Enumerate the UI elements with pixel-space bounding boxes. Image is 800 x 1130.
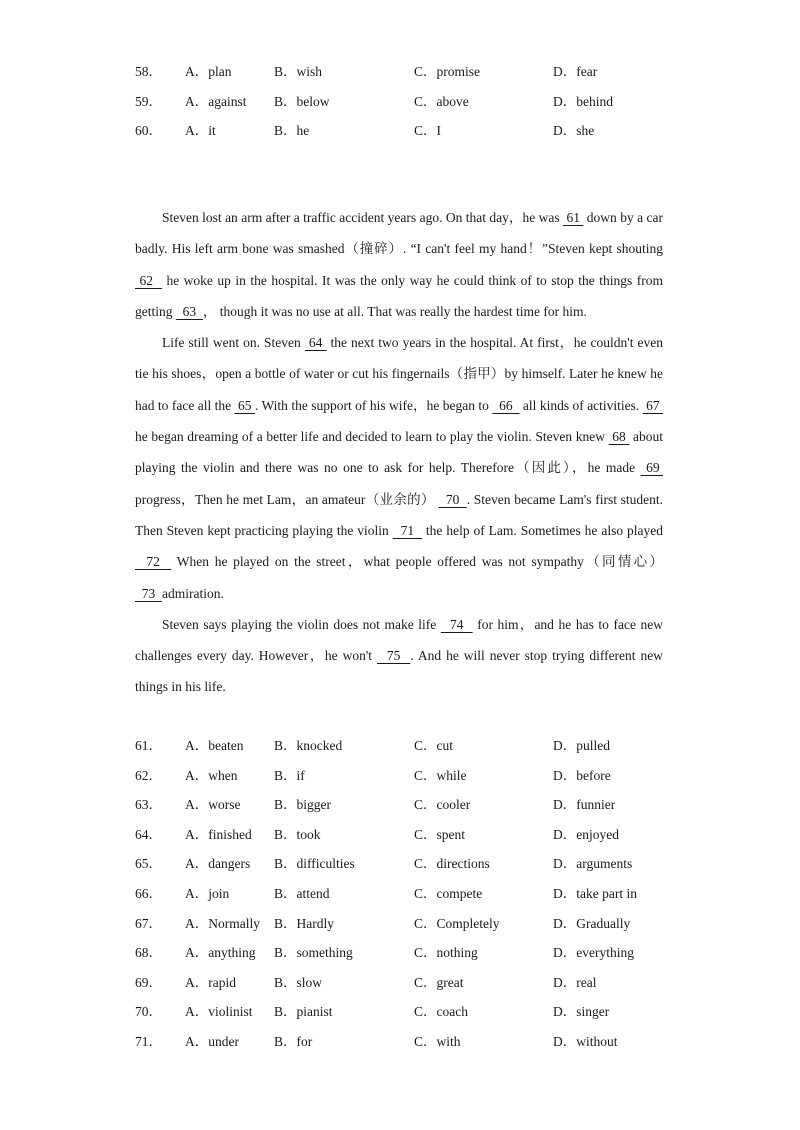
- question-row-59: [135, 87, 695, 117]
- question-number: 67．: [135, 915, 162, 931]
- passage-text: When he played on the street，what people offered was not sympathy（同情心）: [171, 554, 664, 570]
- option-c[interactable]: C．great: [414, 974, 464, 990]
- option-c[interactable]: C．nothing: [414, 945, 478, 961]
- question-row-66: [135, 879, 695, 909]
- option-b[interactable]: B．Hardly: [274, 915, 334, 931]
- passage-text: he began dreaming of a better life and decided to learn to play the violin. Steven knew: [135, 429, 609, 445]
- option-b[interactable]: B．he: [274, 123, 310, 139]
- passage-text: about playing the violin and there was no one to ask for help. Therefore（因此），he made: [135, 429, 664, 476]
- option-b[interactable]: B．difficulties: [274, 856, 355, 872]
- option-c[interactable]: C．above: [414, 93, 469, 109]
- option-a[interactable]: A．anything: [185, 945, 256, 961]
- option-d[interactable]: D．singer: [553, 1004, 610, 1020]
- question-row-71: [135, 1027, 695, 1057]
- question-number: 68．: [135, 945, 162, 961]
- option-a[interactable]: A．rapid: [185, 974, 236, 990]
- option-d[interactable]: D．she: [553, 123, 595, 139]
- option-a[interactable]: A．plan: [185, 64, 232, 79]
- blank-63: 63: [175, 303, 203, 319]
- option-b[interactable]: B．something: [274, 945, 353, 961]
- option-c[interactable]: C．spent: [414, 826, 466, 842]
- option-a[interactable]: A．finished: [185, 826, 252, 842]
- passage-text: . And he will never stop trying different new things in his life.: [135, 648, 663, 695]
- question-list-top: [135, 57, 695, 146]
- passage-text: all kinds of activities.: [519, 397, 643, 413]
- blank-75: 75: [377, 648, 411, 664]
- option-c[interactable]: C．compete: [414, 885, 483, 901]
- blank-61: 61: [563, 210, 584, 225]
- option-a[interactable]: A．under: [185, 1033, 239, 1049]
- question-row-60: [135, 116, 695, 146]
- option-a[interactable]: A．beaten: [185, 738, 244, 753]
- question-number: 64．: [135, 826, 162, 842]
- paragraph-2: [135, 327, 663, 609]
- option-b[interactable]: B．attend: [274, 885, 330, 901]
- option-d[interactable]: D．behind: [553, 93, 613, 109]
- question-row-67: [135, 909, 695, 939]
- passage-text: ， though it was no use at all. That was really the hardest time for him.: [202, 303, 587, 319]
- question-number: 61．: [135, 738, 162, 753]
- option-c[interactable]: C．cooler: [414, 797, 471, 813]
- option-a[interactable]: A．worse: [185, 797, 241, 813]
- passage-text: the next two years in the hospital. At first，he couldn't even tie his shoes，open a bottle of water or cut his fingernails（指甲）by himself. Later he knew he had to face all the: [135, 335, 663, 413]
- passage-text: the help of Lam. Sometimes he also played: [421, 522, 664, 538]
- passage-text: down by a car badly. His left arm bone was smashed（撞碎）. “I can't feel my hand！”Steven kept shouting: [135, 210, 663, 257]
- passage-text: Steven lost an arm after a traffic accident years ago. On that day，he was: [162, 210, 564, 225]
- option-d[interactable]: D．pulled: [553, 738, 610, 753]
- option-b[interactable]: B．bigger: [274, 797, 331, 813]
- question-number: 66．: [135, 885, 162, 901]
- option-a[interactable]: A．dangers: [185, 856, 251, 872]
- option-b[interactable]: B．for: [274, 1033, 313, 1049]
- option-d[interactable]: D．real: [553, 974, 597, 990]
- passage-text: . Steven became Lam's first student. Then Steven kept practicing playing the violin: [135, 491, 664, 538]
- question-row-69: [135, 968, 695, 998]
- option-d[interactable]: D．everything: [553, 945, 634, 961]
- option-d[interactable]: D．enjoyed: [553, 826, 619, 842]
- option-c[interactable]: C．directions: [414, 856, 490, 872]
- question-number: 62．: [135, 767, 162, 783]
- question-number: 69．: [135, 974, 162, 990]
- blank-69: 69: [640, 460, 664, 476]
- paragraph-3: [135, 609, 663, 703]
- option-d[interactable]: D．fear: [553, 64, 598, 79]
- blank-71: 71: [392, 522, 422, 538]
- option-b[interactable]: B．pianist: [274, 1004, 333, 1020]
- option-d[interactable]: D．arguments: [553, 856, 633, 872]
- option-b[interactable]: B．slow: [274, 974, 323, 990]
- blank-68: 68: [608, 429, 630, 445]
- passage-text: progress，Then he met Lam，an amateur（业余的）: [135, 491, 439, 507]
- option-b[interactable]: B．below: [274, 93, 330, 109]
- question-number: 65．: [135, 856, 162, 872]
- option-b[interactable]: B．wish: [274, 64, 323, 79]
- option-c[interactable]: C．cut: [414, 738, 453, 753]
- blank-64: 64: [304, 335, 327, 351]
- option-a[interactable]: A．violinist: [185, 1004, 253, 1020]
- passage-text: for him，and he has to face new challenges every day. However，he won't: [135, 616, 664, 664]
- blank-72: 72: [135, 554, 172, 570]
- passage-text: Steven says playing the violin does not make life: [162, 616, 441, 632]
- option-c[interactable]: C．Completely: [414, 915, 500, 931]
- option-c[interactable]: C．while: [414, 767, 467, 783]
- passage-text: . With the support of his wife，he began to: [254, 397, 493, 413]
- reading-passage: [135, 202, 663, 703]
- option-b[interactable]: B．knocked: [274, 738, 343, 753]
- blank-70: 70: [438, 491, 467, 507]
- option-c[interactable]: C．coach: [414, 1004, 468, 1020]
- blank-67: 67: [642, 397, 664, 413]
- question-row-65: [135, 849, 695, 879]
- blank-66: 66: [492, 397, 520, 413]
- option-c[interactable]: C．promise: [414, 64, 480, 79]
- question-row-62: [135, 761, 695, 791]
- option-a[interactable]: A．it: [185, 123, 216, 139]
- passage-text: he woke up in the hospital. It was the only way he could think of to stop the things from getting: [135, 272, 663, 319]
- question-number: 58．: [135, 64, 162, 79]
- blank-62: 62: [135, 272, 162, 288]
- question-row-58: [135, 57, 695, 87]
- blank-74: 74: [440, 616, 473, 632]
- option-a[interactable]: A．Normally: [185, 915, 260, 931]
- question-row-61: [135, 731, 695, 761]
- question-number: 71．: [135, 1033, 162, 1049]
- option-a[interactable]: A．against: [185, 93, 247, 109]
- option-a[interactable]: A．join: [185, 885, 230, 901]
- blank-65: 65: [234, 397, 255, 413]
- paragraph-1: [135, 202, 663, 327]
- question-row-64: [135, 820, 695, 850]
- passage-text: admiration.: [162, 585, 224, 601]
- question-row-68: [135, 938, 695, 968]
- passage-text: Life still went on. Steven: [162, 335, 305, 351]
- option-d[interactable]: D．without: [553, 1033, 618, 1049]
- option-d[interactable]: D．before: [553, 767, 611, 783]
- question-number: 60．: [135, 123, 162, 139]
- question-number: 63．: [135, 797, 162, 813]
- option-d[interactable]: D．Gradually: [553, 915, 631, 931]
- question-row-70: [135, 997, 695, 1027]
- option-b[interactable]: B．if: [274, 767, 305, 783]
- question-row-63: [135, 790, 695, 820]
- option-c[interactable]: C．I: [414, 123, 441, 139]
- option-b[interactable]: B．took: [274, 826, 321, 842]
- option-c[interactable]: C．with: [414, 1033, 461, 1049]
- option-d[interactable]: D．take part in: [553, 885, 637, 901]
- question-list-bottom: [135, 731, 695, 1057]
- blank-73: 73: [135, 585, 162, 601]
- option-a[interactable]: A．when: [185, 767, 238, 783]
- question-number: 59．: [135, 93, 162, 109]
- option-d[interactable]: D．funnier: [553, 797, 616, 813]
- question-number: 70．: [135, 1004, 162, 1020]
